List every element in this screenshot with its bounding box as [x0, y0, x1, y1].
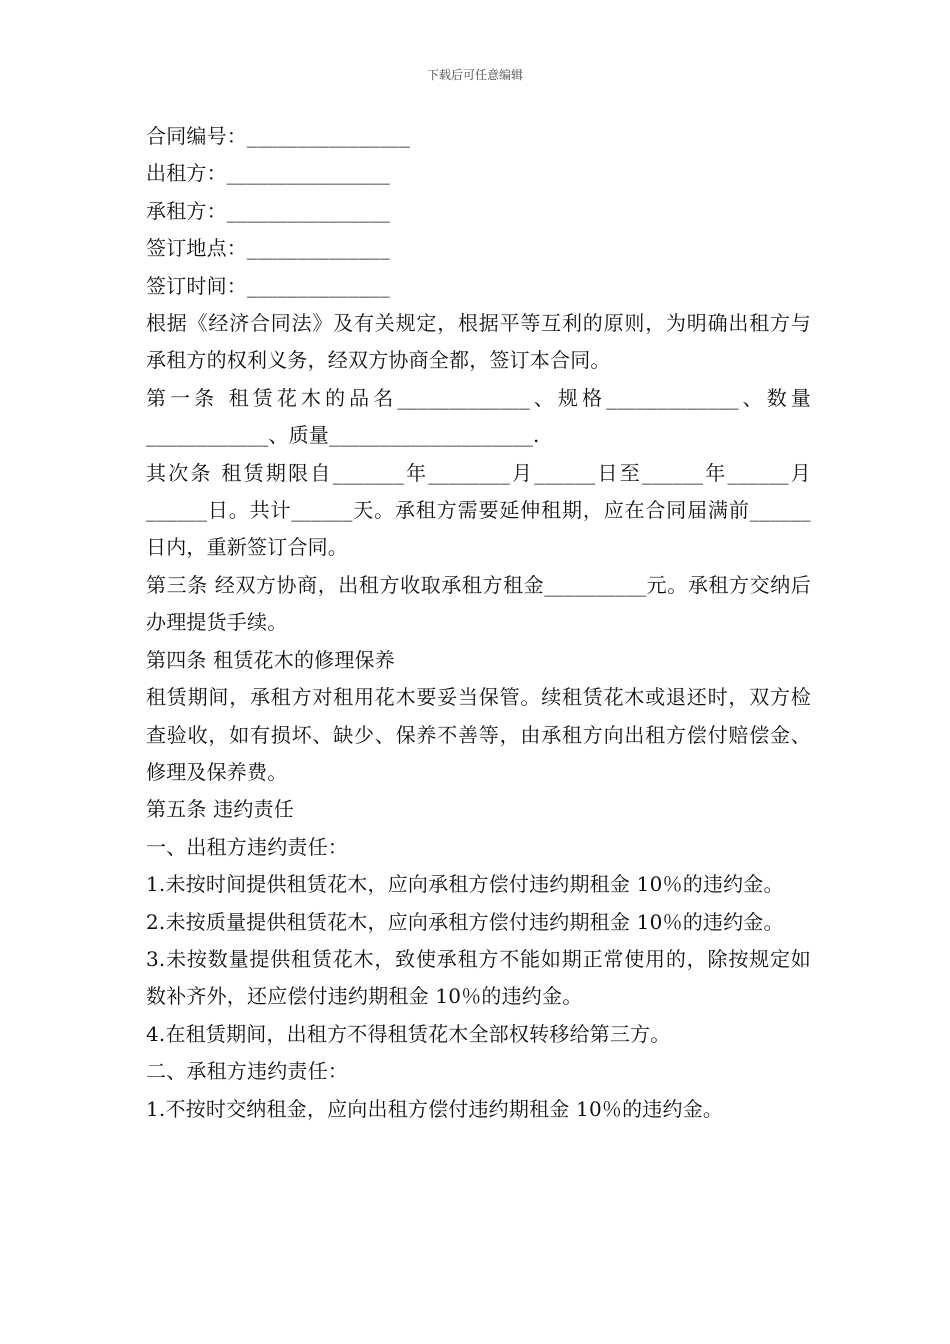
- lessee-liability-item-1: 1.不按时交纳租金，应向出租方偿付违约期租金 10％的违约金。: [146, 1096, 724, 1121]
- preamble-paragraph: 根据《经济合同法》及有关规定，根据平等互利的原则，为明确出租方与承租方的权利义务，经双方协商全都，签订本合同。: [146, 311, 811, 373]
- article-5-heading: 第五条 违约责任: [146, 797, 294, 822]
- article-2-paragraph: 其次条 租赁期限自_______年________月______日至______年______月______日。共计______天。承租方需要延伸租期，应在合同届满前______日内，重新签订合同。: [146, 460, 811, 560]
- lessor-liability-item-3: 3.未按数量提供租赁花木，致使承租方不能如期正常使用的，除按规定如数补齐外，还应偿付违约期租金 10％的违约金。: [146, 946, 811, 1009]
- contract-body: [146, 118, 811, 1128]
- page-header-note: 下载后可任意编辑: [426, 68, 523, 82]
- article-3-paragraph: 第三条 经双方协商，出租方收取承租方租金__________元。承租方交纳后办理提货手续。: [146, 572, 811, 635]
- lessor-liability-heading: 一、出租方违约责任：: [146, 834, 348, 859]
- signing-place-field: 签订地点：______________: [146, 236, 390, 261]
- lessee-liability-heading: 二、承租方违约责任：: [146, 1059, 348, 1084]
- article-4-paragraph: 租赁期间，承租方对租用花木要妥当保管。续租赁花木或退还时，双方检查验收，如有损坏、缺少、保养不善等，由承租方向出租方偿付赔偿金、修理及保养费。: [146, 685, 811, 784]
- contract-number-field: 合同编号：________________: [146, 124, 411, 148]
- lessee-field: 承租方：________________: [146, 198, 390, 223]
- lessor-field: 出租方：________________: [146, 161, 390, 186]
- article-1-paragraph: 第一条 租赁花木的品名_____________、规格_____________、数量____________、质量____________________.: [146, 385, 811, 448]
- lessor-liability-item-2: 2.未按质量提供租赁花木，应向承租方偿付违约期租金 10％的违约金。: [146, 909, 784, 934]
- article-4-heading: 第四条 租赁花木的修理保养: [146, 647, 395, 672]
- lessor-liability-item-4: 4.在租赁期间，出租方不得租赁花木全部权转移给第三方。: [146, 1021, 671, 1046]
- lessor-liability-item-1: 1.未按时间提供租赁花木，应向承租方偿付违约期租金 10％的违约金。: [146, 872, 784, 897]
- signing-time-field: 签订时间：______________: [146, 273, 390, 298]
